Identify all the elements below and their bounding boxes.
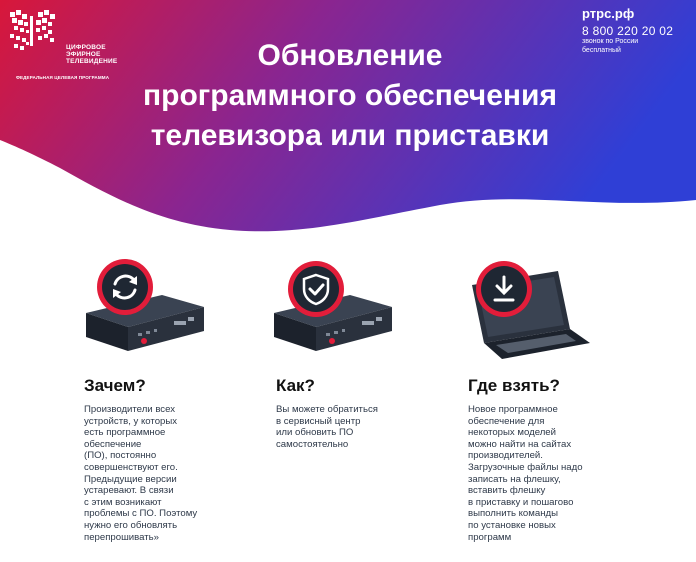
column-where-text: Новое программное обеспечение для некоторых моделей можно найти на сайтах производителей. Загрузочные файлы надо записать на флешку, вставить флешку в приставку и пошагово выполнить команды по установке новых программ [468,404,583,543]
logo-text: ЦИФРОВОЕ ЭФИРНОЕ ТЕЛЕВИДЕНИЕ [66,44,118,65]
column-why-text: Производители всех устройств, у которых есть программное обеспечение (ПО), постоянно совершенствуют его. Предыдущие версии устаревают. В связи с этим возникают проблемы с ПО. Поэтому нужно его обновлять перепрошивать» [84,404,198,543]
column-where-title: Где взять? [468,376,560,395]
settop-box-refresh-illustration [82,255,212,365]
column-how-text: Вы можете обратиться в сервисный центр или обновить ПО самостоятельно [276,404,378,450]
settop-box-shield-illustration [270,255,400,365]
page-title: Обновление программного обеспечения телевизора или приставки [143,39,557,152]
laptop-download-illustration [462,255,592,365]
column-how-title: Как? [276,376,315,395]
column-why-title: Зачем? [84,376,146,395]
butterfly-logo-icon [8,6,58,66]
phone-note: звонок по России бесплатный [582,38,639,54]
logo-subtitle: ФЕДЕРАЛЬНАЯ ЦЕЛЕВАЯ ПРОГРАММА [16,75,110,80]
hotline-phone: 8 800 220 20 02 [582,24,674,38]
site-link[interactable]: ртрс.рф [582,6,635,21]
